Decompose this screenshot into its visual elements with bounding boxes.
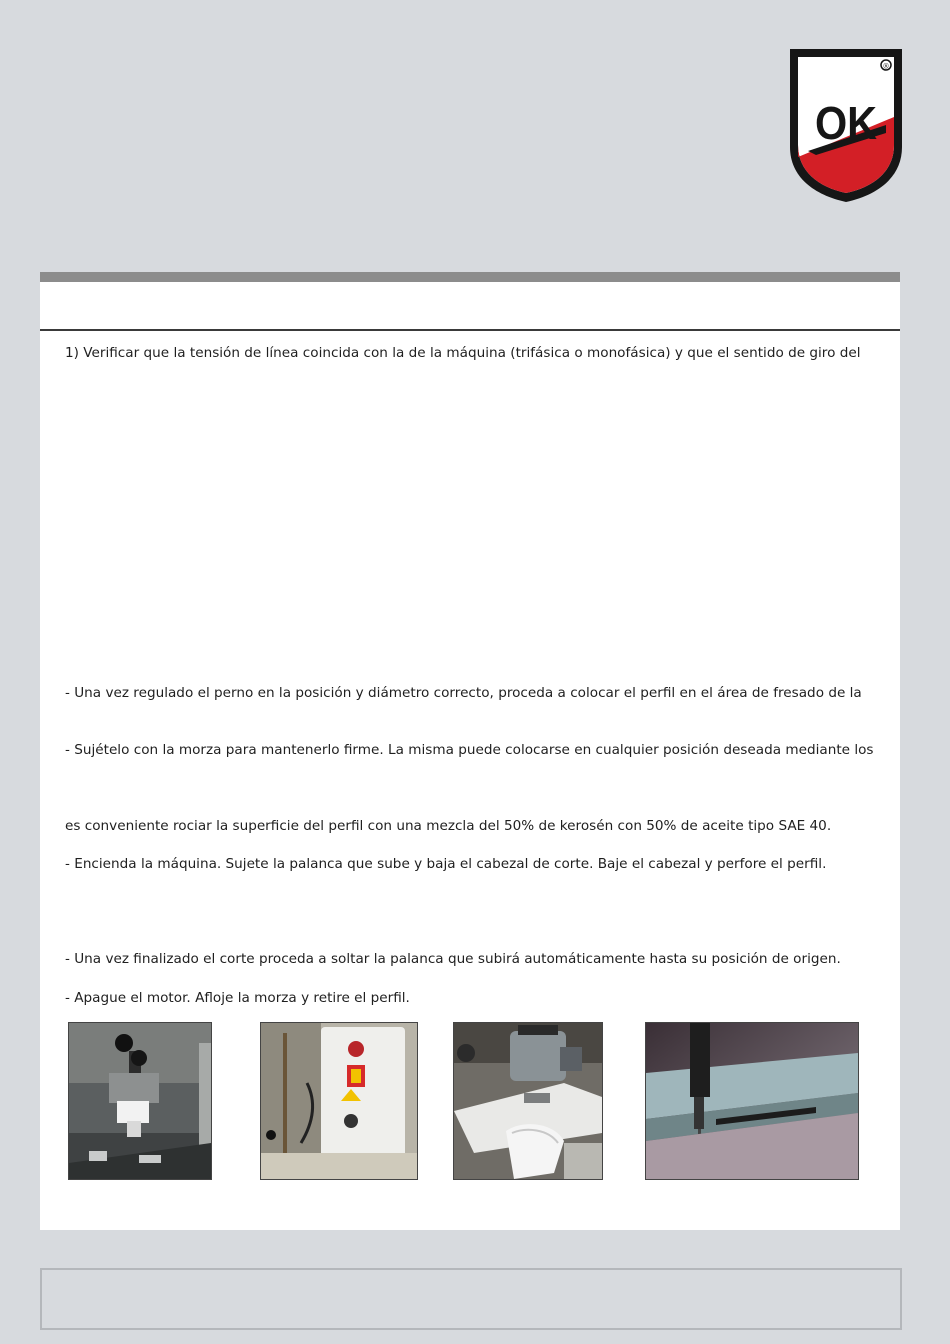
instruction-line-3: - Sujételo con la morza para mantenerlo firme. La misma puede colocarse en cualquier posición deseada mediante los bbox=[65, 742, 874, 758]
instruction-line-6: - Una vez finalizado el corte proceda a soltar la palanca que subirá automáticamente hasta su posición de origen. bbox=[65, 951, 841, 967]
content-panel bbox=[40, 282, 900, 1230]
logo-text: OK bbox=[814, 98, 878, 150]
header-bar bbox=[40, 272, 900, 282]
instruction-line-1: 1) Verificar que la tensión de línea coincida con la de la máquina (trifásica o monofásica) y que el sentido de giro del bbox=[65, 345, 861, 361]
instruction-line-2: - Una vez regulado el perno en la posición y diámetro correcto, proceda a colocar el perfil en el área de fresado de la bbox=[65, 685, 862, 701]
motor-lever-photo bbox=[453, 1022, 603, 1180]
vise-clamp-photo bbox=[68, 1022, 212, 1180]
footer-box bbox=[40, 1268, 902, 1330]
milling-cutter-photo bbox=[645, 1022, 859, 1180]
instruction-line-5: - Encienda la máquina. Sujete la palanca que sube y baja el cabezal de corte. Baje el cabezal y perfore el perfil. bbox=[65, 856, 827, 872]
title-divider bbox=[40, 329, 900, 331]
instruction-line-4: es conveniente rociar la superficie del perfil con una mezcla del 50% de kerosén con 50% de aceite tipo SAE 40. bbox=[65, 818, 832, 834]
registered-mark: ® bbox=[882, 62, 890, 71]
instruction-line-7: - Apague el motor. Afloje la morza y retire el perfil. bbox=[65, 990, 410, 1006]
ok-brand-logo bbox=[786, 45, 906, 205]
electrical-switch-box-photo bbox=[260, 1022, 418, 1180]
